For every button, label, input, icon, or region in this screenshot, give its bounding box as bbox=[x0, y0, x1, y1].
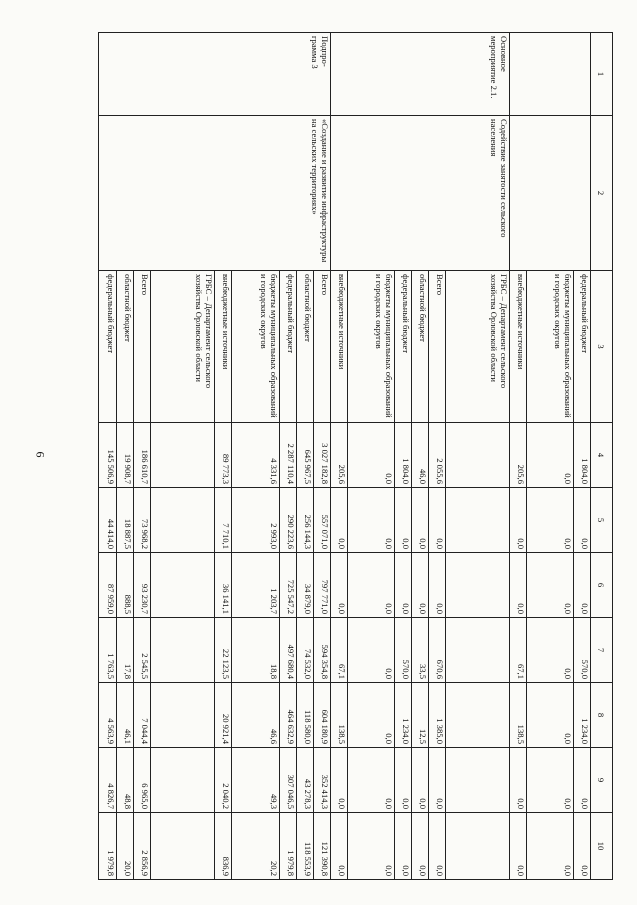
amount-cell: 34 879,0 bbox=[296, 553, 313, 618]
amount-cell bbox=[151, 488, 215, 553]
column-number-header: 2 bbox=[590, 116, 612, 271]
amount-cell: 0,0 bbox=[509, 488, 526, 553]
amount-cell bbox=[445, 553, 509, 618]
funding-source-cell: ГРБС – Департамент сельского хозяйства Орловской области bbox=[445, 271, 509, 423]
amount-cell: 0,0 bbox=[330, 813, 347, 880]
amount-cell: 0,0 bbox=[526, 618, 573, 683]
table-row bbox=[573, 33, 590, 880]
amount-cell: 497 680,4 bbox=[279, 618, 296, 683]
amount-cell: 93 230,7 bbox=[134, 553, 151, 618]
amount-cell: 20,2 bbox=[232, 813, 279, 880]
amount-cell: 0,0 bbox=[428, 488, 445, 553]
amount-cell: 0,0 bbox=[526, 553, 573, 618]
amount-cell: 0,0 bbox=[573, 553, 590, 618]
funding-source-cell: Всего bbox=[134, 271, 151, 423]
amount-cell: 670,6 bbox=[428, 618, 445, 683]
amount-cell: 0,0 bbox=[347, 553, 394, 618]
amount-cell: 0,0 bbox=[509, 813, 526, 880]
amount-cell: 0,0 bbox=[347, 618, 394, 683]
amount-cell: 0,0 bbox=[509, 748, 526, 813]
funding-source-cell: областной бюджет bbox=[296, 271, 313, 423]
amount-cell: 1 979,8 bbox=[99, 813, 117, 880]
amount-cell: 18,8 bbox=[232, 618, 279, 683]
funding-source-cell: Всего bbox=[313, 271, 330, 423]
amount-cell: 49,3 bbox=[232, 748, 279, 813]
amount-cell: 2 993,0 bbox=[232, 488, 279, 553]
amount-cell: 0,0 bbox=[428, 813, 445, 880]
amount-cell: 3 027 182,8 bbox=[313, 423, 330, 488]
amount-cell: 307 046,5 bbox=[279, 748, 296, 813]
funding-source-cell: Всего bbox=[428, 271, 445, 423]
amount-cell: 33,5 bbox=[411, 618, 428, 683]
column-number-header: 10 bbox=[590, 813, 612, 880]
table-row bbox=[313, 33, 330, 880]
amount-cell: 205,6 bbox=[330, 423, 347, 488]
amount-cell: 0,0 bbox=[526, 683, 573, 748]
amount-cell: 205,6 bbox=[509, 423, 526, 488]
page-number: 6 bbox=[33, 451, 48, 458]
amount-cell: 0,0 bbox=[330, 553, 347, 618]
amount-cell: 18 887,5 bbox=[117, 488, 134, 553]
amount-cell: 43 278,3 bbox=[296, 748, 313, 813]
amount-cell: 464 632,9 bbox=[279, 683, 296, 748]
amount-cell: 0,0 bbox=[411, 813, 428, 880]
amount-cell: 0,0 bbox=[411, 748, 428, 813]
amount-cell: 0,0 bbox=[394, 553, 411, 618]
amount-cell: 87 959,0 bbox=[99, 553, 117, 618]
amount-cell: 46,0 bbox=[411, 423, 428, 488]
amount-cell: 46,6 bbox=[232, 683, 279, 748]
amount-cell: 17,8 bbox=[117, 618, 134, 683]
amount-cell: 0,0 bbox=[411, 488, 428, 553]
amount-cell: 0,0 bbox=[573, 488, 590, 553]
column-number-header: 5 bbox=[590, 488, 612, 553]
amount-cell bbox=[151, 553, 215, 618]
amount-cell: 0,0 bbox=[573, 813, 590, 880]
program-code-cell bbox=[509, 33, 590, 116]
amount-cell: 0,0 bbox=[526, 748, 573, 813]
amount-cell: 186 610,7 bbox=[134, 423, 151, 488]
amount-cell: 1 804,0 bbox=[394, 423, 411, 488]
column-number-header: 6 bbox=[590, 553, 612, 618]
amount-cell: 0,0 bbox=[347, 488, 394, 553]
amount-cell: 0,0 bbox=[347, 813, 394, 880]
funding-source-cell: бюджеты муниципальных образований и городских округов bbox=[347, 271, 394, 423]
column-number-header: 7 bbox=[590, 618, 612, 683]
amount-cell: 0,0 bbox=[394, 813, 411, 880]
amount-cell: 0,0 bbox=[394, 748, 411, 813]
program-name-cell: «Создание и развитие инфраструктуры на сельских территориях» bbox=[99, 116, 331, 271]
program-name-cell bbox=[509, 116, 590, 271]
amount-cell bbox=[445, 813, 509, 880]
amount-cell: 138,5 bbox=[330, 683, 347, 748]
amount-cell: 2 287 110,4 bbox=[279, 423, 296, 488]
funding-source-cell: внебюджетные источники bbox=[330, 271, 347, 423]
amount-cell: 4 826,7 bbox=[99, 748, 117, 813]
amount-cell: 836,9 bbox=[215, 813, 232, 880]
amount-cell: 4 331,6 bbox=[232, 423, 279, 488]
funding-source-cell: внебюджетные источники bbox=[509, 271, 526, 423]
amount-cell: 1 234,0 bbox=[394, 683, 411, 748]
amount-cell: 46,1 bbox=[117, 683, 134, 748]
amount-cell: 1 385,0 bbox=[428, 683, 445, 748]
amount-cell: 570,0 bbox=[573, 618, 590, 683]
amount-cell: 12,5 bbox=[411, 683, 428, 748]
amount-cell: 604 180,9 bbox=[313, 683, 330, 748]
amount-cell bbox=[445, 423, 509, 488]
funding-source-cell: федеральный бюджет bbox=[99, 271, 117, 423]
amount-cell: 2 055,6 bbox=[428, 423, 445, 488]
funding-source-cell: бюджеты муниципальных образований и городских округов bbox=[526, 271, 573, 423]
amount-cell: 19 908,7 bbox=[117, 423, 134, 488]
amount-cell: 0,0 bbox=[347, 748, 394, 813]
amount-cell: 118 553,9 bbox=[296, 813, 313, 880]
amount-cell: 352 414,3 bbox=[313, 748, 330, 813]
amount-cell: 0,0 bbox=[411, 553, 428, 618]
rotated-page bbox=[98, 32, 613, 879]
amount-cell: 645 967,5 bbox=[296, 423, 313, 488]
amount-cell: 290 223,6 bbox=[279, 488, 296, 553]
amount-cell: 73 968,2 bbox=[134, 488, 151, 553]
amount-cell: 0,0 bbox=[509, 553, 526, 618]
amount-cell: 1 804,0 bbox=[573, 423, 590, 488]
amount-cell: 1 763,5 bbox=[99, 618, 117, 683]
amount-cell: 20,0 bbox=[117, 813, 134, 880]
amount-cell: 74 532,0 bbox=[296, 618, 313, 683]
amount-cell: 4 563,9 bbox=[99, 683, 117, 748]
table-row bbox=[445, 33, 509, 880]
amount-cell: 7 710,1 bbox=[215, 488, 232, 553]
amount-cell: 44 414,0 bbox=[99, 488, 117, 553]
header-row bbox=[590, 33, 612, 880]
amount-cell bbox=[151, 683, 215, 748]
column-number-header: 1 bbox=[590, 33, 612, 116]
amount-cell: 2 040,2 bbox=[215, 748, 232, 813]
amount-cell: 121 390,8 bbox=[313, 813, 330, 880]
amount-cell: 20 921,4 bbox=[215, 683, 232, 748]
amount-cell: 0,0 bbox=[573, 748, 590, 813]
funding-source-cell: областной бюджет bbox=[117, 271, 134, 423]
amount-cell: 0,0 bbox=[428, 748, 445, 813]
amount-cell bbox=[445, 488, 509, 553]
amount-cell: 570,0 bbox=[394, 618, 411, 683]
column-number-header: 9 bbox=[590, 748, 612, 813]
funding-source-cell: федеральный бюджет bbox=[279, 271, 296, 423]
amount-cell: 48,8 bbox=[117, 748, 134, 813]
funding-source-cell: федеральный бюджет bbox=[573, 271, 590, 423]
amount-cell bbox=[445, 683, 509, 748]
amount-cell: 67,1 bbox=[330, 618, 347, 683]
table-body bbox=[99, 33, 613, 880]
amount-cell: 0,0 bbox=[526, 423, 573, 488]
budget-table bbox=[98, 32, 613, 880]
amount-cell: 0,0 bbox=[330, 748, 347, 813]
funding-source-cell: внебюджетные источники bbox=[215, 271, 232, 423]
amount-cell: 0,0 bbox=[347, 683, 394, 748]
amount-cell: 0,0 bbox=[347, 423, 394, 488]
amount-cell bbox=[151, 748, 215, 813]
amount-cell: 89 773,3 bbox=[215, 423, 232, 488]
amount-cell: 0,0 bbox=[394, 488, 411, 553]
amount-cell: 36 141,1 bbox=[215, 553, 232, 618]
amount-cell: 594 354,8 bbox=[313, 618, 330, 683]
amount-cell: 1 234,0 bbox=[573, 683, 590, 748]
funding-source-cell: областной бюджет bbox=[411, 271, 428, 423]
amount-cell: 145 506,9 bbox=[99, 423, 117, 488]
program-name-cell: Содействие занятости сельского населения bbox=[330, 116, 509, 271]
amount-cell: 67,1 bbox=[509, 618, 526, 683]
amount-cell bbox=[151, 813, 215, 880]
amount-cell: 22 123,5 bbox=[215, 618, 232, 683]
amount-cell: 797 771,0 bbox=[313, 553, 330, 618]
amount-cell: 1 979,8 bbox=[279, 813, 296, 880]
amount-cell: 888,5 bbox=[117, 553, 134, 618]
amount-cell: 725 547,2 bbox=[279, 553, 296, 618]
amount-cell bbox=[151, 423, 215, 488]
amount-cell: 1 203,7 bbox=[232, 553, 279, 618]
amount-cell: 557 071,0 bbox=[313, 488, 330, 553]
amount-cell: 118 580,0 bbox=[296, 683, 313, 748]
column-number-header: 8 bbox=[590, 683, 612, 748]
funding-source-cell: федеральный бюджет bbox=[394, 271, 411, 423]
amount-cell: 2 856,9 bbox=[134, 813, 151, 880]
funding-source-cell: бюджеты муниципальных образований и городских округов bbox=[232, 271, 279, 423]
amount-cell bbox=[151, 618, 215, 683]
program-code-cell: Подпро- грамма 3 bbox=[99, 33, 331, 116]
amount-cell bbox=[445, 748, 509, 813]
amount-cell: 7 044,4 bbox=[134, 683, 151, 748]
amount-cell: 0,0 bbox=[330, 488, 347, 553]
amount-cell bbox=[445, 618, 509, 683]
program-code-cell: Основное мероприятие 2.1. bbox=[330, 33, 509, 116]
amount-cell: 0,0 bbox=[428, 553, 445, 618]
column-number-header: 3 bbox=[590, 271, 612, 423]
amount-cell: 138,5 bbox=[509, 683, 526, 748]
column-number-header: 4 bbox=[590, 423, 612, 488]
amount-cell: 0,0 bbox=[526, 813, 573, 880]
amount-cell: 6 965,0 bbox=[134, 748, 151, 813]
funding-source-cell: ГРБС – Департамент сельского хозяйства Орловской области bbox=[151, 271, 215, 423]
amount-cell: 256 144,3 bbox=[296, 488, 313, 553]
amount-cell: 2 545,5 bbox=[134, 618, 151, 683]
amount-cell: 0,0 bbox=[526, 488, 573, 553]
